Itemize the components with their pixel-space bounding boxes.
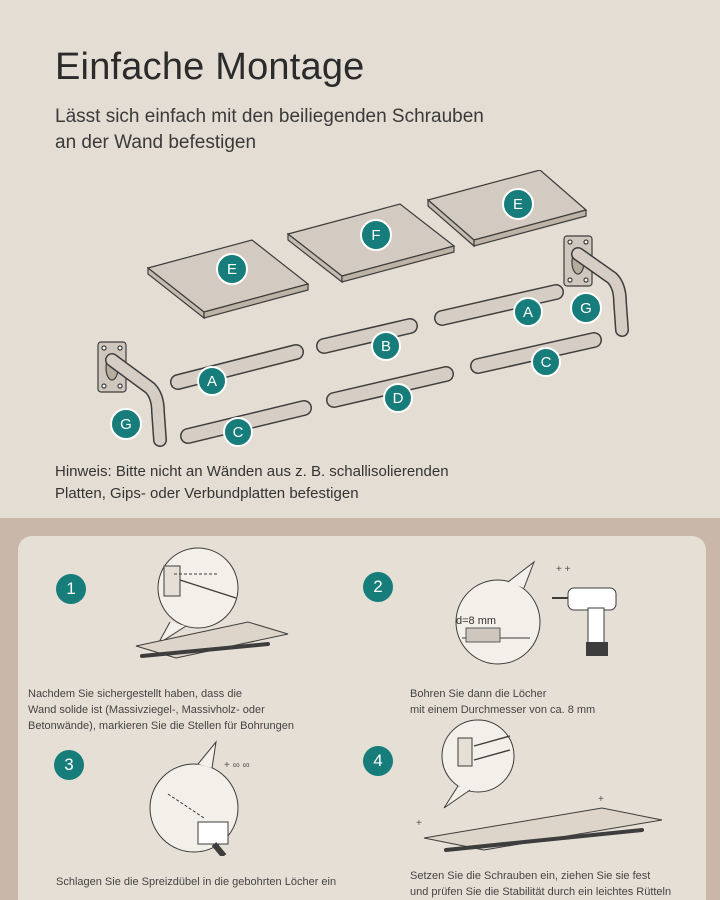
step-2-caption — [410, 686, 700, 718]
step-3-caption — [56, 874, 376, 890]
note-line-2: Platten, Gips- oder Verbundplatten befestigen — [55, 485, 359, 502]
step-3-illustration — [128, 736, 308, 856]
svg-text:+ ∞ ∞: + ∞ ∞ — [224, 760, 250, 771]
svg-text:+: + — [416, 818, 422, 829]
instructions-panel — [18, 536, 706, 900]
page-title: Einfache Montage — [55, 46, 365, 88]
note-line-1: Hinweis: Bitte nicht an Wänden aus z. B. schallisolierenden — [55, 463, 449, 480]
step-4-illustration — [402, 716, 692, 856]
subtitle-line-2: an der Wand befestigen — [55, 132, 257, 153]
page-subtitle — [55, 104, 655, 156]
parts-diagram — [0, 170, 720, 470]
step-1-badge: 1 — [56, 574, 86, 604]
step-4-caption-line-1: Setzen Sie die Schrauben ein, ziehen Sie sie fest — [410, 870, 651, 882]
step-1-caption-line-1: Nachdem Sie sichergestellt haben, dass die — [28, 688, 243, 700]
svg-text:+: + — [598, 794, 604, 805]
mounted-shelf-icon — [424, 808, 662, 850]
label-bracket-left: G — [120, 416, 132, 433]
drill-bit-icon — [466, 628, 500, 642]
step-1-caption-line-2: Wand solide ist (Massivziegel-, Massivholz- oder — [28, 704, 265, 716]
label-rod-c-right: C — [540, 354, 552, 371]
step-4-caption — [410, 868, 710, 900]
step-3-caption-line-1: Schlagen Sie die Spreizdübel in die gebohrten Löcher ein — [56, 876, 337, 888]
step-2-illustration — [418, 558, 638, 668]
bracket-icon — [458, 738, 472, 766]
step-1-caption — [28, 686, 348, 734]
label-shelf-right: E — [512, 196, 524, 213]
step-4-caption-line-2: und prüfen Sie die Stabilität durch ein leichtes Rütteln — [410, 886, 672, 898]
drill-icon — [552, 588, 616, 656]
step-4-badge: 4 — [363, 746, 393, 776]
mounting-note — [55, 461, 655, 505]
step-3-badge: 3 — [54, 750, 84, 780]
subtitle-line-1: Lässt sich einfach mit den beiliegenden Schrauben — [55, 106, 484, 127]
label-shelf-left: E — [226, 261, 238, 278]
label-rod-b: B — [380, 338, 392, 355]
label-rod-c-left: C — [232, 424, 244, 441]
label-rod-d: D — [392, 390, 404, 407]
label-bracket-right: G — [580, 300, 592, 317]
label-rod-a-left: A — [206, 373, 218, 390]
drill-diameter-label: d=8 mm — [456, 615, 497, 627]
step-1-caption-line-3: Betonwände), markieren Sie die Stellen für Bohrungen — [28, 720, 294, 732]
wall-plate-icon — [164, 566, 180, 596]
rod-a-left — [178, 352, 296, 382]
label-rod-a-right: A — [522, 304, 534, 321]
label-shelf-middle: F — [371, 227, 381, 244]
step-2-badge: 2 — [363, 572, 393, 602]
step-1-illustration — [128, 544, 298, 674]
svg-text:+ +: + + — [556, 564, 571, 575]
step-2-caption-line-1: Bohren Sie dann die Löcher — [410, 688, 547, 700]
step-2-caption-line-2: mit einem Durchmesser von ca. 8 mm — [410, 704, 596, 716]
instructions-band — [0, 518, 720, 900]
